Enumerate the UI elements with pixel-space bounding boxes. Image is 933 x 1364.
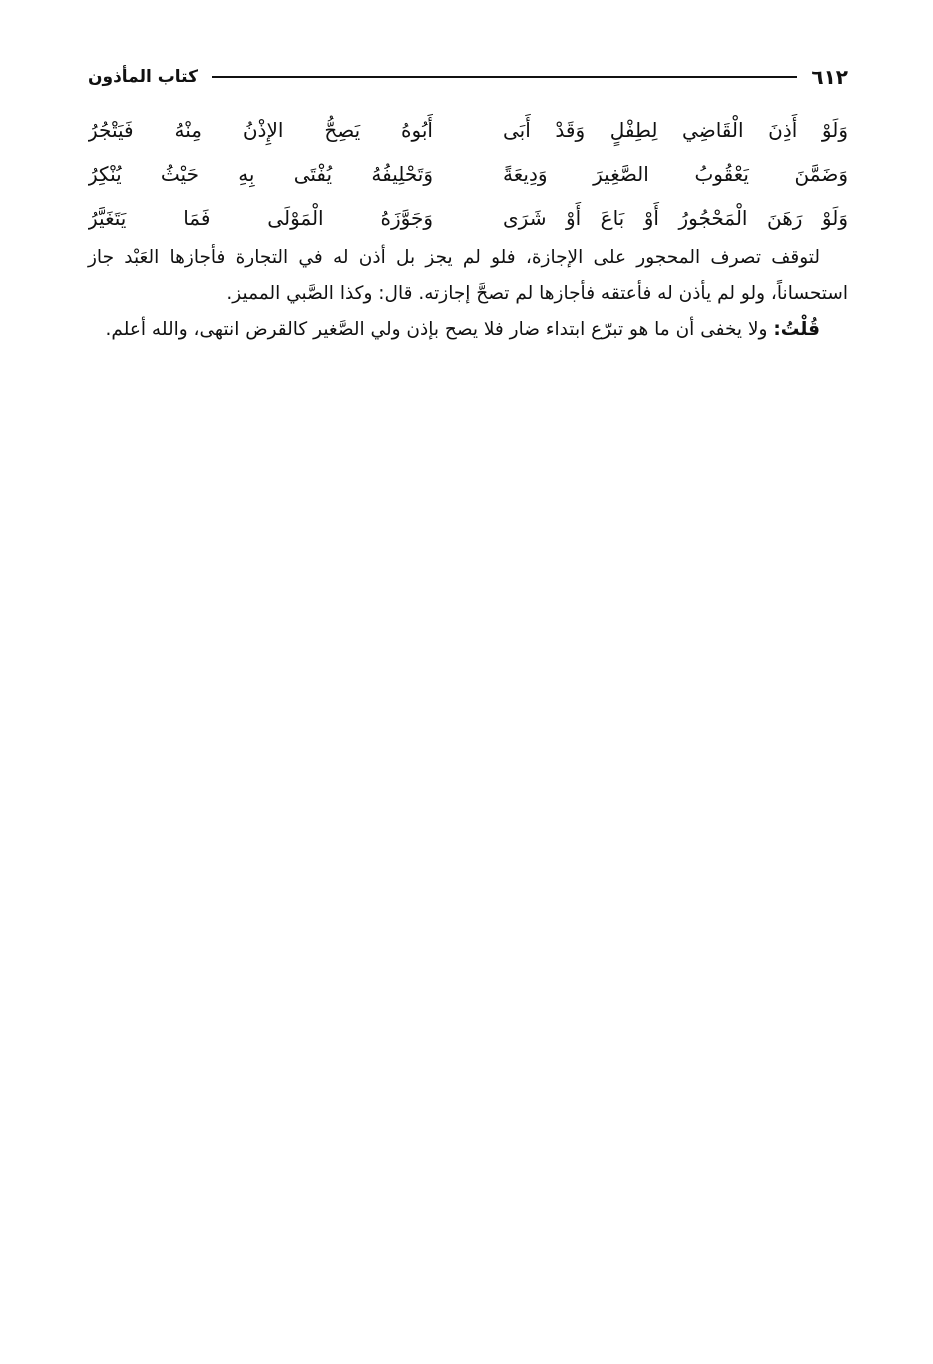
header-rule [212,76,797,78]
verse-1-first-hemistich: وَلَوْ أَذِنَ الْقَاضِي لِطِفْلٍ وَقَدْ أَبَى [503,118,848,142]
qultu-label: قُلْتُ: [773,319,820,340]
verse-1-second-hemistich: أَبُوهُ يَصِحُّ الإِذْنُ مِنْهُ فَيَتْجُرُ [88,118,433,142]
verse-3-second-hemistich: وَجَوَّزَهُ الْمَوْلَى فَمَا يَتَغَيَّرُ [88,206,433,230]
running-header [88,62,848,92]
verse-3 [88,196,848,240]
verse-2 [88,152,848,196]
paragraph-2 [88,312,848,348]
body-text [88,240,848,348]
verse-3-first-hemistich: وَلَوْ رَهَنَ الْمَحْجُورُ أَوْ بَاعَ أَوْ شَرَى [503,206,848,230]
page-number: ٦١٢ [811,65,848,89]
poem [88,108,848,240]
paragraph-2-text: ولا يخفى أن ما هو تبرّع ابتداء ضار فلا يصح بإذن ولي الصَّغير كالقرض انتهى، والله أعلم. [105,319,768,340]
book-title: كتاب المأذون [88,67,199,87]
paragraph-1: لتوقف تصرف المحجور على الإجازة، فلو لم يجز بل أذن له في التجارة فأجازها العَبْد جاز استحساناً، ولو لم يأذن له فأعتقه فأجازها لم تصحَّ إجازته. قال: وكذا الصَّبي المميز. [88,247,848,304]
verse-1 [88,108,848,152]
verse-2-first-hemistich: وَضَمَّنَ يَعْقُوبُ الصَّغِيرَ وَدِيعَةً [503,162,848,186]
verse-2-second-hemistich: وَتَحْلِيفُهُ يُفْتَى بِهِ حَيْثُ يُنْكِرُ [88,162,433,186]
